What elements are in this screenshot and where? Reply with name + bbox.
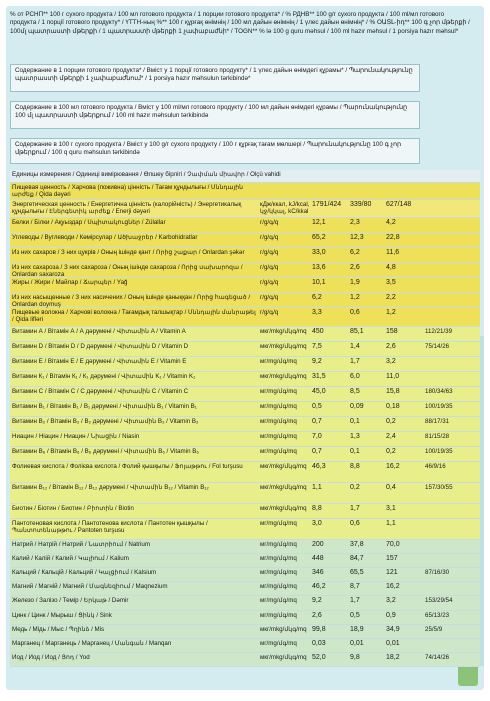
table-row xyxy=(10,596,480,611)
value-per-100ml: 8,8 xyxy=(350,463,360,470)
value-per-100g: 99,8 xyxy=(312,626,326,633)
value-per-100g: 450 xyxy=(312,328,324,335)
value-per-100g: 3,3 xyxy=(312,309,322,316)
value-per-serving: 3,2 xyxy=(386,358,396,365)
value-per-100g: 9,2 xyxy=(312,597,322,604)
value-per-100ml: 0,2 xyxy=(350,484,360,491)
value-per-100g: 346 xyxy=(312,569,324,576)
value-per-serving: 11,6 xyxy=(386,249,400,256)
table-row xyxy=(10,183,480,200)
table-row xyxy=(10,447,480,462)
value-per-serving: 2,6 xyxy=(386,343,396,350)
unit-label: мкг/mkg/մկգ/mq xyxy=(260,463,307,470)
nutrient-label: Витамин D / Вітамін D / D дәрумені / Վիտամին D / Vitamin D xyxy=(12,343,189,350)
value-per-100g: 33,0 xyxy=(312,249,326,256)
percent-rda: 87/16/30 xyxy=(425,569,450,576)
value-per-100g: 0,5 xyxy=(312,403,322,410)
value-per-100g: 3,0 xyxy=(312,520,322,527)
value-per-100ml: 12,3 xyxy=(350,234,364,241)
percent-rda: 88/17/31 xyxy=(425,418,450,425)
value-per-100ml: 65,5 xyxy=(350,569,364,576)
value-per-100ml: 2,6 xyxy=(350,264,360,271)
nutrient-label: Белки / Білки / Ақуыздар / Սպիտակուցներ / Zülallar xyxy=(12,219,166,226)
nutrient-label: Железо / Залізо / Темір / Երկաթ / Dəmir xyxy=(12,597,129,604)
unit-label: мкг/mkg/մկգ/mq xyxy=(260,505,307,512)
value-per-serving: 0,9 xyxy=(386,612,396,619)
value-per-100ml: 0,01 xyxy=(350,640,364,647)
nutrient-label: Из них сахароза / З них сахароза / Оның ішінде сахароза / Որից սախարոզա / Onlardan saxaroza xyxy=(12,264,243,278)
value-per-serving: 0,4 xyxy=(386,484,396,491)
nutrient-label: Энергетическая ценность / Енергетична цінність (калорійність) / Энергетикалық құндылығы / Էներգետիկ արժեք / Enerji dəyəri xyxy=(12,201,242,215)
value-per-serving: 70,0 xyxy=(386,541,400,548)
table-row xyxy=(10,248,480,263)
nutrient-label: Витамин А / Вітамін А / А дәрумені / Վիտամին A / Vitamin A xyxy=(12,328,186,335)
value-per-100ml: 0,09 xyxy=(350,403,364,410)
percent-rda: 100/19/35 xyxy=(425,448,453,455)
unit-label: мг/mg/մգ/mq xyxy=(260,541,297,548)
percent-rda: 25/5/9 xyxy=(425,626,443,633)
percent-rda: 112/21/39 xyxy=(425,328,453,335)
unit-label: г/g/գ/q xyxy=(260,294,279,301)
value-per-serving: 0,2 xyxy=(386,448,396,455)
nutrient-label: Натрий / Натрій / Натрий / Նատրիում / Natrium xyxy=(12,541,151,548)
value-per-100g: 7,5 xyxy=(312,343,322,350)
value-per-serving: 158 xyxy=(386,328,398,335)
value-per-100ml: 1,4 xyxy=(350,343,360,350)
nutrient-label: Витамин В₆ / Вітамін В₆ / В₆ дәрумені / Վիտամին B₆ / Vitamin B₆ xyxy=(12,448,199,455)
table-row xyxy=(10,342,480,357)
value-per-100g: 0,7 xyxy=(312,448,322,455)
table-row xyxy=(10,200,480,218)
unit-label: г/g/գ/q xyxy=(260,264,279,271)
value-per-100ml: 0,6 xyxy=(350,309,360,316)
table-row xyxy=(10,625,480,639)
value-per-serving: 3,1 xyxy=(386,505,396,512)
nutrition-table xyxy=(10,170,480,667)
unit-label: мкг/mkg/մկգ/mq xyxy=(260,328,307,335)
units-row xyxy=(10,170,480,183)
value-per-100ml: 6,0 xyxy=(350,373,360,380)
nutrient-label: Калий / Калій / Калий / Կալիում / Kalium xyxy=(12,555,129,562)
value-per-serving: 11,0 xyxy=(386,373,400,380)
table-row xyxy=(10,402,480,417)
nutrient-label: Йод / Йод / Йод / Յոդ / Yod xyxy=(12,654,90,661)
nutrient-label: Углеводы / Вуглеводи / Көмірсулар / Ածխաջրեր / Karbohidratlar xyxy=(12,234,198,241)
table-row xyxy=(10,582,480,596)
nutrient-label: Марганец / Марганець / Марганец / Մանգան / Manqan xyxy=(12,640,172,647)
value-per-100g: 10,1 xyxy=(312,279,326,286)
table-row xyxy=(10,387,480,402)
value-per-100ml: 9,8 xyxy=(350,654,360,661)
nutrient-label: Витамин К₁ / Вітамін К₁ / К₁ дәрумені / Վիտամին K₁ / Vitamin K₁ xyxy=(12,373,196,380)
value-per-serving: 16,2 xyxy=(386,583,400,590)
value-per-100g: 31,5 xyxy=(312,373,326,380)
value-per-100ml: 0,1 xyxy=(350,448,360,455)
unit-label: кДж/ккал, kJ/kcal, կջ/կկալ, kC/kkal xyxy=(260,201,310,215)
nutrient-label: Витамин В₁ / Вітамін В₁ / В₁ дәрумені / Վիտամին B₁ / Vitamin B₁ xyxy=(12,403,197,410)
nutrient-label: Витамин Е / Вітамін Е / Е дәрумені / Վիտամին E / Vitamin E xyxy=(12,358,187,365)
nutrient-label: Биотин / Біотин / Биотин / Բիոտին / Biotin xyxy=(12,505,134,512)
table-row xyxy=(10,653,480,667)
unit-label: мг/mg/մգ/mq xyxy=(260,612,297,619)
value-per-serving: 22,8 xyxy=(386,234,400,241)
table-row xyxy=(10,372,480,387)
value-per-100ml: 8,5 xyxy=(350,388,360,395)
unit-label: мкг/mkg/մկգ/mq xyxy=(260,654,307,661)
value-per-100g: 46,3 xyxy=(312,463,326,470)
unit-label: мг/mg/մգ/mq xyxy=(260,569,297,576)
value-per-100ml: 0,1 xyxy=(350,418,360,425)
value-per-serving: 0,01 xyxy=(386,640,400,647)
unit-label: г/g/գ/q xyxy=(260,219,279,226)
value-per-serving: 2,2 xyxy=(386,294,396,301)
percent-rda: 65/13/23 xyxy=(425,612,450,619)
unit-label: мг/mg/մգ/mq xyxy=(260,403,297,410)
unit-label: мг/mg/մգ/mq xyxy=(260,388,297,395)
value-per-100g: 0,7 xyxy=(312,418,322,425)
per-100g-card: Содержание в 100 г сухого продукта / Вміст у 100 g/г сухого продукту / 100 г құрғақ тағам мөлшері / Պարունակությունը 100 գ չոր մթերքում / 100 q quru məhsulun tərkibində xyxy=(10,138,420,164)
value-per-100ml: 84,7 xyxy=(350,555,364,562)
value-per-100ml: 1,9 xyxy=(350,279,360,286)
unit-label: мг/mg/մգ/mq xyxy=(260,583,297,590)
value-per-100ml: 1,7 xyxy=(350,358,360,365)
value-per-serving: 121 xyxy=(386,569,398,576)
percent-rda: 75/14/26 xyxy=(425,343,450,350)
value-per-100g: 0,03 xyxy=(312,640,326,647)
nutrient-label: Витамин В₂ / Вітамін В₂ / В₂ дәрумені / Վիտամին B₂ / Vitamin B₂ xyxy=(12,418,199,425)
table-row xyxy=(10,417,480,432)
value-per-serving: 0,2 xyxy=(386,418,396,425)
unit-label: мг/mg/մգ/mq xyxy=(260,597,297,604)
value-per-100ml: 1,7 xyxy=(350,597,360,604)
table-row xyxy=(10,357,480,372)
value-per-100g: 13,6 xyxy=(312,264,326,271)
nutrient-label: Кальций / Кальцій / Кальций / Կալցիում / Kalsium xyxy=(12,569,157,576)
table-row xyxy=(10,504,480,519)
nutrient-label: Пантотеновая кислота / Пантотенова кислота / Пантотен қышқылы / Պանտոտենաթթու / Pantoten turşusu xyxy=(12,520,208,534)
table-row xyxy=(10,278,480,293)
percent-rda: 100/19/35 xyxy=(425,403,453,410)
table-row xyxy=(10,293,480,308)
value-per-100ml: 18,9 xyxy=(350,626,364,633)
value-per-100ml: 2,3 xyxy=(350,219,360,226)
value-per-serving: 627/148 xyxy=(386,201,412,208)
table-row xyxy=(10,611,480,625)
nutrient-label: Из них насыщенные / З них насичених / Оның ішінде қаныққан / Որից հագեցած / Onlardan doymuş xyxy=(12,294,251,308)
table-row xyxy=(10,540,480,554)
value-per-100ml: 339/80 xyxy=(350,201,372,208)
table-row xyxy=(10,462,480,483)
nutrient-label: Витамин С / Вітамін С / С дәрумені / Վիտամին C / Vitamin C xyxy=(12,388,189,395)
value-per-100ml: 37,8 xyxy=(350,541,364,548)
value-per-100ml: 6,2 xyxy=(350,249,360,256)
nutrient-label: Ниацин / Ніацин / Ниацин / Նիացին / Niasin xyxy=(12,433,140,440)
units-label: Единицы измерения / Одиниці вимірювання / Өлшеу бірлігі / Չափման միավոր / Ölçü vahidi xyxy=(12,171,281,178)
value-per-100ml: 0,6 xyxy=(350,520,360,527)
unit-label: мкг/mkg/մկգ/mq xyxy=(260,626,307,633)
value-per-100g: 9,2 xyxy=(312,358,322,365)
table-row xyxy=(10,519,480,540)
table-row xyxy=(10,218,480,233)
percent-rda: 81/15/28 xyxy=(425,433,450,440)
value-per-100g: 8,8 xyxy=(312,505,322,512)
per-100ml-card: Содержание в 100 мл готового продукта / Вміст у 100 ml/мл готового продукту / 100 мл дайын өнімдегі құрамы / Պարունակությունը 100 մլ պատրաստի մթերքում / 100 ml hazır məhsulun tərkibində xyxy=(10,101,420,129)
value-per-100g: 52,0 xyxy=(312,654,326,661)
unit-label: г/g/գ/q xyxy=(260,309,279,316)
value-per-100g: 448 xyxy=(312,555,324,562)
value-per-serving: 15,8 xyxy=(386,388,400,395)
unit-label: г/g/գ/q xyxy=(260,234,279,241)
unit-label: мкг/mkg/մկգ/mq xyxy=(260,373,307,380)
unit-label: мг/mg/մգ/mq xyxy=(260,640,297,647)
unit-label: мг/mg/մգ/mq xyxy=(260,448,297,455)
serving-content-card: Содержание в 1 порции готового продукта* / Вміст у 1 порції готового продукту* / 1 үлес дайын өнімдегі құрамы* / Պարունակությունը պատրաստի մթերքի 1 չափաբաժնում* / 1 porsiya hazır məhsulun tərkibində* xyxy=(10,64,420,92)
value-per-serving: 18,2 xyxy=(386,654,400,661)
value-per-100g: 200 xyxy=(312,541,324,548)
unit-label: г/g/գ/q xyxy=(260,279,279,286)
unit-label: мкг/mkg/մկգ/mq xyxy=(260,484,307,491)
nutrition-panel xyxy=(6,6,484,690)
value-per-100g: 2,6 xyxy=(312,612,322,619)
percent-note: % от РСНП** 100 г сухого продукта / 100 мл готового продукта / 1 порции готового продукта* / % РДНВ** 100 g/г сухого продукта / 100 ml/мл готового продукта / 1 порції готового продукту* / ҮТТН-ның %** 100 г құрғақ өнімнің / 100 мл дайын өнімнің / 1 үлес дайын өнімнің* / % ՕԱՏԼ-իդ** 100 գ չոր մթերքի / 100մլ պատրաստի մթերքի / 1 պատրաստի մթերքի 1 չափաբաժնի* / TOGN** % lə 100 g quru məhsul / 100 ml hazır məhsul / 1 porsiya hazır məhsul* xyxy=(10,11,470,35)
value-per-100ml: 85,1 xyxy=(350,328,364,335)
value-per-serving: 0,18 xyxy=(386,403,400,410)
unit-label: мг/mg/մգ/mq xyxy=(260,418,297,425)
value-per-serving: 16,2 xyxy=(386,463,400,470)
table-row xyxy=(10,483,480,504)
value-per-100g: 12,1 xyxy=(312,219,326,226)
percent-rda: 153/29/54 xyxy=(425,597,453,604)
value-per-100g: 45,0 xyxy=(312,388,326,395)
value-per-serving: 1,2 xyxy=(386,309,396,316)
table-row xyxy=(10,568,480,582)
percent-rda: 46/9/16 xyxy=(425,463,446,470)
value-per-serving: 157 xyxy=(386,555,398,562)
table-row xyxy=(10,308,480,327)
nutrient-label: Фолиевая кислота / Фолієва кислота / Фолий қышқылы / Ֆոլաթթու / Fol turşusu xyxy=(12,463,243,470)
table-row xyxy=(10,327,480,342)
nutrient-label: Цинк / Цинк / Мырыш / Ցինկ / Sink xyxy=(12,612,112,619)
nutrient-label: Пищевые волокна / Харчові волокна / Тағамдық талшықтар / Սննդային մանրաթել / Qida lifləri xyxy=(12,309,256,323)
value-per-100ml: 8,7 xyxy=(350,583,360,590)
value-per-100g: 7,0 xyxy=(312,433,322,440)
value-per-serving: 3,5 xyxy=(386,279,396,286)
unit-label: г/g/գ/q xyxy=(260,249,279,256)
value-per-serving: 3,2 xyxy=(386,597,396,604)
percent-rda: 74/14/26 xyxy=(425,654,450,661)
value-per-serving: 1,1 xyxy=(386,520,396,527)
table-row xyxy=(10,639,480,653)
nutrient-label: Витамин В₁₂ / Вітамін В₁₂ / В₁₂ дәрумені / Վիտամին B₁₂ / Vitamin B₁₂ xyxy=(12,484,209,491)
nutrient-label: Из них сахаров / З них цукрів / Оның ішінде қант / Որից շաքար / Onlardan şəkər xyxy=(12,249,245,256)
value-per-serving: 4,8 xyxy=(386,264,396,271)
value-per-serving: 4,2 xyxy=(386,219,396,226)
percent-rda: 157/30/55 xyxy=(425,484,453,491)
nutrient-label: Магний / Магній / Магний / Մագնեզիում / Maqnezium xyxy=(12,583,168,590)
value-per-serving: 34,9 xyxy=(386,626,400,633)
table-row xyxy=(10,554,480,568)
table-row xyxy=(10,233,480,248)
table-row xyxy=(10,432,480,447)
unit-label: мг/mg/մգ/mq xyxy=(260,555,297,562)
unit-label: мг/mg/մգ/mq xyxy=(260,358,297,365)
value-per-100g: 1791/424 xyxy=(312,201,342,208)
unit-label: мг/mg/մգ/mq xyxy=(260,520,297,527)
value-per-100g: 65,2 xyxy=(312,234,326,241)
nutrient-label: Пищевая ценность / Харчова (поживна) цінність / Тағам құндылығы / Սննդային արժեք / Qida dəyəri xyxy=(12,184,244,198)
percent-rda: 180/34/63 xyxy=(425,388,453,395)
value-per-100g: 46,2 xyxy=(312,583,326,590)
value-per-100ml: 1,7 xyxy=(350,505,360,512)
value-per-100ml: 1,3 xyxy=(350,433,360,440)
unit-label: мг/mg/մգ/mq xyxy=(260,433,297,440)
table-row xyxy=(10,263,480,278)
unit-label: мкг/mkg/մկգ/mq xyxy=(260,343,307,350)
value-per-100ml: 1,2 xyxy=(350,294,360,301)
value-per-100g: 6,2 xyxy=(312,294,322,301)
value-per-100g: 1,1 xyxy=(312,484,322,491)
nutrient-label: Медь / Мідь / Мыс / Պղինձ / Mis xyxy=(12,626,105,633)
nutrient-label: Жиры / Жири / Майлар / Ճարպեր / Yağ xyxy=(12,279,128,286)
value-per-100ml: 0,5 xyxy=(350,612,360,619)
value-per-serving: 2,4 xyxy=(386,433,396,440)
